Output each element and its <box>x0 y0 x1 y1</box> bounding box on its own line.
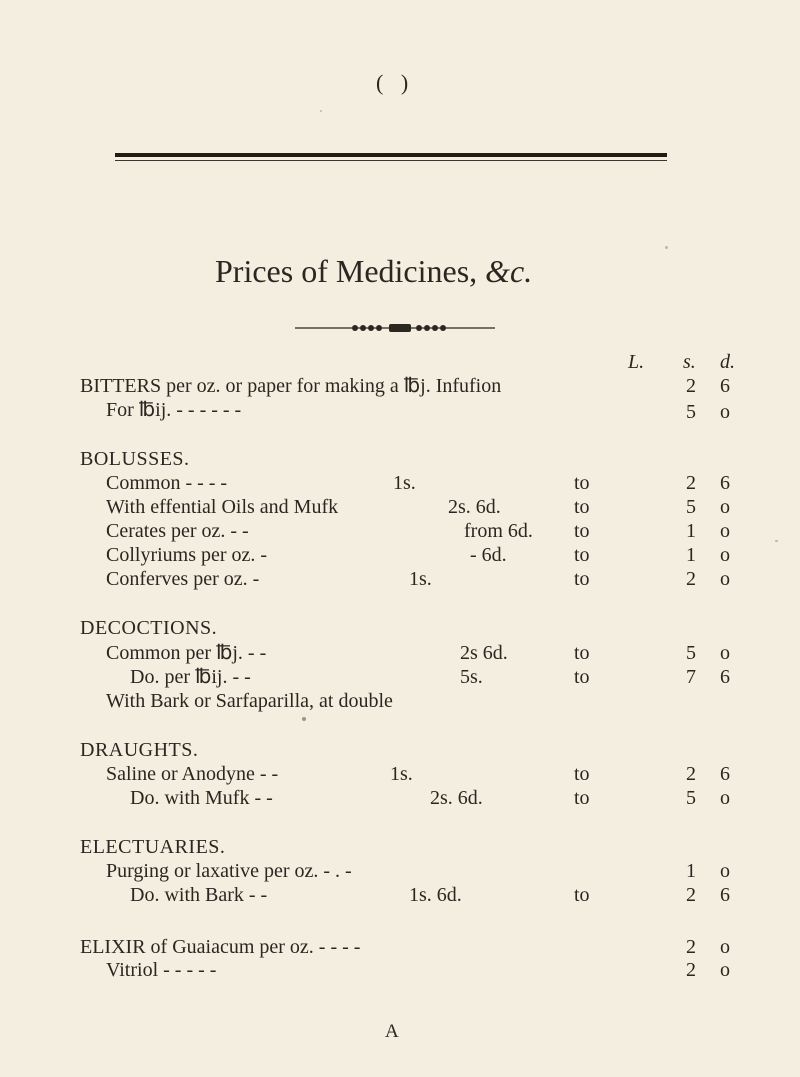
item-name: Do. per ℔ij. - - <box>130 666 251 688</box>
item-name: Saline or Anodyne - - <box>106 763 279 785</box>
item-name: Common per ℔j. - - <box>106 642 267 664</box>
title-text: Prices of Medicines, <box>215 253 478 289</box>
item-name: Common - - - - <box>106 472 228 494</box>
paper-speck <box>775 540 778 542</box>
bitters-line1-pence: 6 <box>720 375 730 397</box>
bitters-line2-shillings: 5 <box>686 401 696 423</box>
item-name: Do. with Bark - - <box>130 884 268 906</box>
page-number: ( ) <box>376 70 415 95</box>
item-to: to <box>574 884 590 906</box>
decoctions-note: With Bark or Sarfaparilla, at double <box>106 690 393 712</box>
item-shillings: 5 <box>686 496 696 518</box>
item-name: Collyriums per oz. - <box>106 544 268 566</box>
header-pounds: L. <box>628 351 645 373</box>
item-price: 1s. <box>390 763 413 785</box>
item-name: Conferves per oz. - <box>106 568 260 590</box>
item-name: Purging or laxative per oz. - . - <box>106 860 352 882</box>
section-heading: BOLUSSES. <box>80 448 190 470</box>
elixir-line1: ELIXIR of Guaiacum per oz. - - - - <box>80 936 361 958</box>
header-shillings: s. <box>683 351 696 373</box>
page-title <box>215 255 532 287</box>
item-shillings: 5 <box>686 787 696 809</box>
item-to: to <box>574 472 590 494</box>
item-shillings: 2 <box>686 568 696 590</box>
section-heading: ELECTUARIES. <box>80 836 226 858</box>
elixir-line2-pence: o <box>720 959 730 981</box>
item-pence: o <box>720 568 730 590</box>
item-pence: o <box>720 520 730 542</box>
item-pence: 6 <box>720 472 730 494</box>
paper-speck <box>665 246 668 249</box>
item-to: to <box>574 763 590 785</box>
item-pence: o <box>720 860 730 882</box>
item-price: 1s. <box>409 568 432 590</box>
ornament-divider-icon <box>295 324 495 332</box>
item-to: to <box>574 520 590 542</box>
item-price: 2s 6d. <box>460 642 508 664</box>
item-shillings: 1 <box>686 520 696 542</box>
bitters-line1-shillings: 2 <box>686 375 696 397</box>
item-pence: o <box>720 787 730 809</box>
bitters-line2-pence: o <box>720 401 730 423</box>
item-price: 5s. <box>460 666 483 688</box>
item-name: Cerates per oz. - - <box>106 520 249 542</box>
elixir-line1-shillings: 2 <box>686 936 696 958</box>
header-pence: d. <box>720 351 735 373</box>
item-to: to <box>574 787 590 809</box>
item-shillings: 5 <box>686 642 696 664</box>
item-pence: 6 <box>720 884 730 906</box>
item-pence: o <box>720 544 730 566</box>
item-pence: 6 <box>720 763 730 785</box>
title-suffix: &c. <box>485 253 533 289</box>
bitters-line1: BITTERS per oz. or paper for making a ℔j. Infufion <box>80 375 502 397</box>
item-to: to <box>574 496 590 518</box>
header-rule-thick <box>115 153 667 157</box>
item-price: 2s. 6d. <box>448 496 501 518</box>
item-price: from 6d. <box>464 520 533 542</box>
item-price: 2s. 6d. <box>430 787 483 809</box>
item-to: to <box>574 642 590 664</box>
elixir-line2: Vitriol - - - - - <box>106 959 217 981</box>
item-price: 1s. <box>393 472 416 494</box>
item-pence: o <box>720 642 730 664</box>
catchword: A <box>385 1021 399 1042</box>
item-name: With effential Oils and Mufk <box>106 496 339 518</box>
section-heading: DECOCTIONS. <box>80 617 218 639</box>
item-price: - 6d. <box>470 544 507 566</box>
item-pence: 6 <box>720 666 730 688</box>
item-to: to <box>574 666 590 688</box>
elixir-line2-shillings: 2 <box>686 959 696 981</box>
item-price: 1s. 6d. <box>409 884 462 906</box>
paper-speck <box>302 717 306 721</box>
item-to: to <box>574 544 590 566</box>
bitters-line2: For ℔ij. - - - - - - <box>106 399 242 421</box>
item-shillings: 1 <box>686 860 696 882</box>
header-rule-thin <box>115 160 667 161</box>
paper-speck <box>320 110 322 112</box>
item-pence: o <box>720 496 730 518</box>
item-shillings: 2 <box>686 472 696 494</box>
item-name: Do. with Mufk - - <box>130 787 273 809</box>
item-shillings: 1 <box>686 544 696 566</box>
item-to: to <box>574 568 590 590</box>
elixir-line1-pence: o <box>720 936 730 958</box>
item-shillings: 2 <box>686 763 696 785</box>
item-shillings: 2 <box>686 884 696 906</box>
section-heading: DRAUGHTS. <box>80 739 199 761</box>
item-shillings: 7 <box>686 666 696 688</box>
